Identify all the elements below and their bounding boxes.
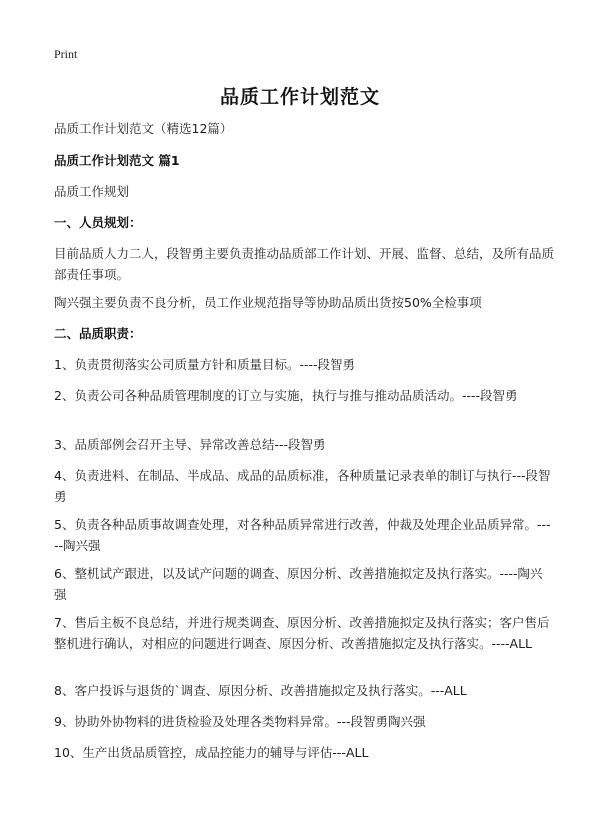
duty-item-3: 3、品质部例会召开主导、异常改善总结---段智勇 bbox=[54, 437, 326, 452]
duty-item-8: 8、客户投诉与退货的`调查、原因分析、改善措施拟定及执行落实。---ALL bbox=[54, 683, 467, 698]
document-title: 品质工作计划范文 bbox=[219, 86, 380, 108]
duty-item-7: 7、售后主板不良总结，并进行规类调查、原因分析、改善措施拟定及执行落实；客户售后整机进行确认，对相应的问题进行调查、原因分析、改善措施拟定及执行落实。----ALL bbox=[54, 615, 550, 651]
heading-personnel-planning: 一、人员规划： bbox=[54, 215, 142, 230]
plan-title: 品质工作规划 bbox=[54, 184, 130, 199]
print-label: Print bbox=[54, 47, 78, 61]
section-heading: 品质工作计划范文 篇1 bbox=[54, 153, 180, 168]
paragraph-personnel-2: 陶兴强主要负责不良分析，员工作业规范指导等协助品质出货按50%全检事项 bbox=[54, 295, 482, 310]
duty-item-6: 6、整机试产跟进，以及试产问题的调查、原因分析、改善措施拟定及执行落实。----陶兴强 bbox=[54, 566, 543, 602]
duty-item-4: 4、负责进料、在制品、半成品、成品的品质标准，各种质量记录表单的制订与执行---段智勇 bbox=[54, 468, 551, 504]
heading-quality-duties: 二、品质职责： bbox=[54, 326, 142, 341]
paragraph-personnel-1: 目前品质人力二人，段智勇主要负责推动品质部工作计划、开展、监督、总结，及所有品质部责任事项。 bbox=[54, 246, 555, 282]
duty-item-1: 1、负责贯彻落实公司质量方针和质量目标。----段智勇 bbox=[54, 357, 355, 372]
duty-item-9: 9、协助外协物料的进货检验及处理各类物料异常。---段智勇陶兴强 bbox=[54, 714, 426, 729]
duty-item-5: 5、负责各种品质事故调查处理，对各种品质异常进行改善，仲裁及处理企业品质异常。-----陶兴强 bbox=[54, 517, 551, 553]
duty-item-2: 2、负责公司各种品质管理制度的订立与实施，执行与推与推动品质活动。----段智勇 bbox=[54, 388, 518, 403]
duty-item-10: 10、生产出货品质管控，成品控能力的辅导与评估---ALL bbox=[54, 745, 369, 760]
document-subtitle: 品质工作计划范文（精选12篇） bbox=[54, 121, 233, 136]
